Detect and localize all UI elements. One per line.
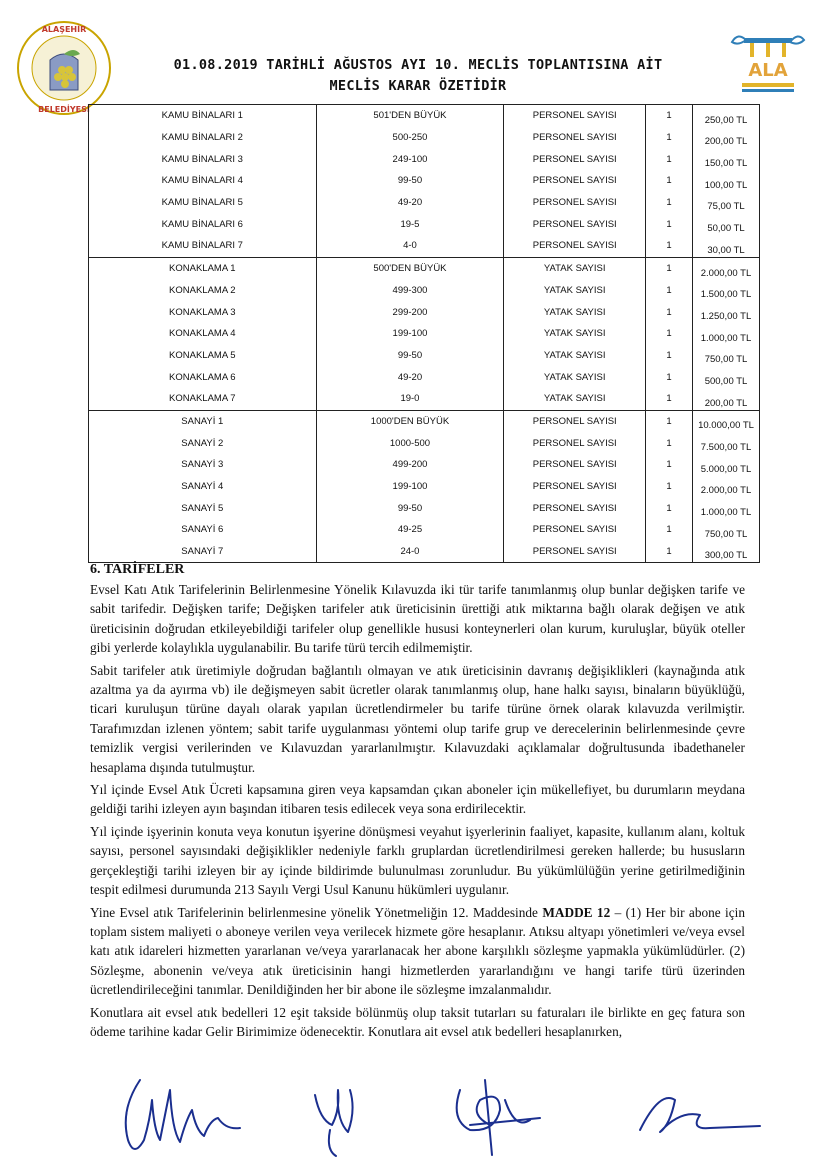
- paragraph-text: – (1) Her bir abone için toplam sistem maliyeti o aboneye verilen veya verilecek hizmete göre hesaplanır. Atıksu altyapı yönetimleri ve/veya evsel katı atık idareleri hizmetten yararlanan ve/veya yararlanacak her abone karşılıklı sözleşme yapmakla yükümlüdürler. (2) Sözleşme, abonenin ve/veya atık üreticisinin hangi hizmetlerden yararlandığını ve hangi tarife türü üzerinden ücretlendirileceğini tanımlar. Denildiğinden her bir abone ile sözleşme imzalanmalıdır.: [90, 904, 745, 998]
- tariff-row: [89, 192, 760, 214]
- range-cell: 99-50: [316, 345, 504, 367]
- range-cell: 249-100: [316, 148, 504, 170]
- tariff-row: [89, 541, 760, 563]
- category-cell: KAMU BİNALARI 6: [89, 213, 317, 235]
- price-cell: 5.000,00 TL: [693, 454, 760, 476]
- price-cell: 150,00 TL: [693, 148, 760, 170]
- price-cell: 750,00 TL: [693, 519, 760, 541]
- category-cell: KAMU BİNALARI 5: [89, 192, 317, 214]
- range-cell: 24-0: [316, 541, 504, 563]
- range-cell: 1000-500: [316, 432, 504, 454]
- signatures: [100, 1070, 800, 1165]
- price-cell: 2.000,00 TL: [693, 257, 760, 279]
- range-cell: 499-200: [316, 454, 504, 476]
- price-cell: 2.000,00 TL: [693, 476, 760, 498]
- category-cell: SANAYİ 6: [89, 519, 317, 541]
- coefficient-cell: 1: [646, 366, 693, 388]
- paragraph: Yıl içinde işyerinin konuta veya konutun işyerine dönüşmesi veyahut işyerlerinin faaliyet, kapasite, kullanım alanı, koltuk sayısı, personel sayısındaki değişiklikler nedeniyle farklı gruplardan ücretlendirilmesi gereken hallerde; bu hususların gerçekleştiği tarihi izleyen bir ay içinde bildirimde bulunulması zorunludur. Bu yükümlülüğün yerine getirilmediğinin tespit edilmesi durumunda 213 Sayılı Vergi Usul Kanunu hükümleri uygulanır.: [90, 823, 745, 898]
- coefficient-cell: 1: [646, 345, 693, 367]
- tariff-row: [89, 257, 760, 279]
- tariff-row: [89, 323, 760, 345]
- unit-type-cell: PERSONEL SAYISI: [504, 213, 646, 235]
- coefficient-cell: 1: [646, 127, 693, 149]
- coefficient-cell: 1: [646, 170, 693, 192]
- municipality-seal-logo: [14, 18, 114, 118]
- signature-1: [126, 1080, 240, 1149]
- price-cell: 100,00 TL: [693, 170, 760, 192]
- unit-type-cell: PERSONEL SAYISI: [504, 148, 646, 170]
- coefficient-cell: 1: [646, 541, 693, 563]
- range-cell: 19-5: [316, 213, 504, 235]
- coefficient-cell: 1: [646, 105, 693, 127]
- price-cell: 1.000,00 TL: [693, 323, 760, 345]
- category-cell: SANAYİ 2: [89, 432, 317, 454]
- price-cell: 30,00 TL: [693, 235, 760, 257]
- category-cell: KAMU BİNALARI 1: [89, 105, 317, 127]
- price-cell: 1.500,00 TL: [693, 280, 760, 302]
- range-cell: 199-100: [316, 323, 504, 345]
- tariff-row: [89, 519, 760, 541]
- unit-type-cell: PERSONEL SAYISI: [504, 497, 646, 519]
- coefficient-cell: 1: [646, 410, 693, 432]
- category-cell: KAMU BİNALARI 2: [89, 127, 317, 149]
- tariff-row: [89, 388, 760, 410]
- price-cell: 500,00 TL: [693, 366, 760, 388]
- range-cell: 49-25: [316, 519, 504, 541]
- range-cell: 4-0: [316, 235, 504, 257]
- price-cell: 200,00 TL: [693, 127, 760, 149]
- price-cell: 10.000,00 TL: [693, 410, 760, 432]
- paragraph: Evsel Katı Atık Tarifelerinin Belirlenmesine Yönelik Kılavuzda iki tür tarife tanımlanmış olup bunlar değişken tarife ve sabit tarifedir. Değişken tarife; Değişken tarifeler atık üreticisinin ürettiği atık miktarına bağlı olarak değişen ve atık üreticisinin doğrudan etkileyebildiği tarifeler olup genellikle hususi konteynerleri olan kurum, kuruluşlar, büyük oteller gibi yerlerde kolaylıkla uygulanabilir. Bu tarife türü tercih edilmemiştir.: [90, 582, 745, 656]
- paragraph-madde-12: [90, 903, 745, 1000]
- range-cell: 500'DEN BÜYÜK: [316, 257, 504, 279]
- svg-text:ALA: ALA: [748, 60, 788, 81]
- unit-type-cell: YATAK SAYISI: [504, 323, 646, 345]
- tariff-row: [89, 410, 760, 432]
- price-cell: 250,00 TL: [693, 105, 760, 127]
- category-cell: KONAKLAMA 7: [89, 388, 317, 410]
- unit-type-cell: PERSONEL SAYISI: [504, 410, 646, 432]
- category-cell: SANAYİ 5: [89, 497, 317, 519]
- unit-type-cell: YATAK SAYISI: [504, 388, 646, 410]
- paragraph-text: Yine Evsel atık Tarifelerinin belirlenmesine yönelik Yönetmeliğin 12. Maddesinde: [90, 904, 543, 920]
- category-cell: KONAKLAMA 5: [89, 345, 317, 367]
- price-cell: 200,00 TL: [693, 388, 760, 410]
- coefficient-cell: 1: [646, 476, 693, 498]
- tariff-row: [89, 170, 760, 192]
- body-text: [90, 580, 745, 1044]
- unit-type-cell: PERSONEL SAYISI: [504, 127, 646, 149]
- madde-12-bold: MADDE 12: [542, 904, 611, 920]
- tariff-row: [89, 476, 760, 498]
- range-cell: 49-20: [316, 192, 504, 214]
- unit-type-cell: YATAK SAYISI: [504, 345, 646, 367]
- unit-type-cell: PERSONEL SAYISI: [504, 170, 646, 192]
- coefficient-cell: 1: [646, 432, 693, 454]
- tariff-table: [88, 104, 760, 563]
- category-cell: KONAKLAMA 4: [89, 323, 317, 345]
- range-cell: 499-300: [316, 280, 504, 302]
- range-cell: 500-250: [316, 127, 504, 149]
- unit-type-cell: PERSONEL SAYISI: [504, 235, 646, 257]
- coefficient-cell: 1: [646, 192, 693, 214]
- range-cell: 99-50: [316, 497, 504, 519]
- unit-type-cell: YATAK SAYISI: [504, 301, 646, 323]
- tariff-row: [89, 432, 760, 454]
- coefficient-cell: 1: [646, 235, 693, 257]
- unit-type-cell: YATAK SAYISI: [504, 280, 646, 302]
- document-header: [118, 55, 718, 97]
- category-cell: SANAYİ 3: [89, 454, 317, 476]
- coefficient-cell: 1: [646, 280, 693, 302]
- svg-text:ALAŞEHİR: ALAŞEHİR: [41, 25, 87, 34]
- paragraph: Yıl içinde Evsel Atık Ücreti kapsamına giren veya kapsamdan çıkan aboneler için mükellefiyet, bu durumların meydana geldiği tarihi izleyen ayın başından itibaren tesis edilecek veya sona erdirilecektir.: [90, 782, 745, 817]
- coefficient-cell: 1: [646, 323, 693, 345]
- category-cell: KAMU BİNALARI 7: [89, 235, 317, 257]
- unit-type-cell: PERSONEL SAYISI: [504, 454, 646, 476]
- category-cell: SANAYİ 4: [89, 476, 317, 498]
- header-line-1: 01.08.2019 TARİHLİ AĞUSTOS AYI 10. MECLİS TOPLANTISINA AİT: [173, 57, 663, 73]
- category-cell: KONAKLAMA 1: [89, 257, 317, 279]
- coefficient-cell: 1: [646, 497, 693, 519]
- tariff-row: [89, 213, 760, 235]
- category-cell: SANAYİ 7: [89, 541, 317, 563]
- section-title: 6. TARİFELER: [90, 562, 185, 577]
- tariff-row: [89, 148, 760, 170]
- tariff-row: [89, 454, 760, 476]
- ala-brand-logo: [728, 28, 808, 96]
- tariff-row: [89, 105, 760, 127]
- unit-type-cell: PERSONEL SAYISI: [504, 519, 646, 541]
- price-cell: 75,00 TL: [693, 192, 760, 214]
- coefficient-cell: 1: [646, 257, 693, 279]
- tariff-row: [89, 366, 760, 388]
- svg-text:BELEDİYESİ: BELEDİYESİ: [38, 105, 90, 114]
- category-cell: KAMU BİNALARI 4: [89, 170, 317, 192]
- range-cell: 199-100: [316, 476, 504, 498]
- price-cell: 750,00 TL: [693, 345, 760, 367]
- header-line-2: MECLİS KARAR ÖZETİDİR: [329, 78, 507, 94]
- category-cell: SANAYİ 1: [89, 410, 317, 432]
- price-cell: 1.000,00 TL: [693, 497, 760, 519]
- coefficient-cell: 1: [646, 519, 693, 541]
- coefficient-cell: 1: [646, 301, 693, 323]
- unit-type-cell: PERSONEL SAYISI: [504, 476, 646, 498]
- signature-2: [315, 1090, 353, 1156]
- signature-3: [457, 1080, 540, 1155]
- price-cell: 50,00 TL: [693, 213, 760, 235]
- unit-type-cell: PERSONEL SAYISI: [504, 105, 646, 127]
- category-cell: KONAKLAMA 2: [89, 280, 317, 302]
- price-cell: 7.500,00 TL: [693, 432, 760, 454]
- tariff-row: [89, 235, 760, 257]
- category-cell: KONAKLAMA 6: [89, 366, 317, 388]
- tariff-row: [89, 301, 760, 323]
- range-cell: 99-50: [316, 170, 504, 192]
- price-cell: 300,00 TL: [693, 541, 760, 563]
- coefficient-cell: 1: [646, 454, 693, 476]
- unit-type-cell: PERSONEL SAYISI: [504, 192, 646, 214]
- range-cell: 1000'DEN BÜYÜK: [316, 410, 504, 432]
- tariff-table-body: [89, 105, 760, 563]
- tariff-row: [89, 280, 760, 302]
- tariff-row: [89, 497, 760, 519]
- coefficient-cell: 1: [646, 388, 693, 410]
- range-cell: 49-20: [316, 366, 504, 388]
- price-cell: 1.250,00 TL: [693, 301, 760, 323]
- paragraph: Sabit tarifeler atık üretimiyle doğrudan bağlantılı olmayan ve atık üreticisinin davranış değişiklikleri (kaynağında atık azaltma ya da ayırma vb) ile değişmeyen sabit ücretler olarak tanımlanmış olup, hane halkı sayısı, binaların büyüklüğü, ticari kuruluşun türüne dayalı olarak yapılan ücretlendirmeler bu tarife türüne örnek olarak kılavuzda verilmiştir. Tarafımızdan izlenen yöntem; sabit tarife uygulanması yöntemi olup tarife grup ve derecelerinin belirlenmesinde çevre temizlik vergisi verilerinden ve Kılavuzdan yararlanılmıştır. Kılavuzdaki açıklamalar doğrultusunda ibadethaneler hesaplama dışında tutulmuştur.: [90, 662, 745, 775]
- range-cell: 299-200: [316, 301, 504, 323]
- tariff-row: [89, 127, 760, 149]
- range-cell: 19-0: [316, 388, 504, 410]
- range-cell: 501'DEN BÜYÜK: [316, 105, 504, 127]
- unit-type-cell: PERSONEL SAYISI: [504, 432, 646, 454]
- coefficient-cell: 1: [646, 148, 693, 170]
- unit-type-cell: PERSONEL SAYISI: [504, 541, 646, 563]
- tariff-row: [89, 345, 760, 367]
- category-cell: KAMU BİNALARI 3: [89, 148, 317, 170]
- unit-type-cell: YATAK SAYISI: [504, 366, 646, 388]
- unit-type-cell: YATAK SAYISI: [504, 257, 646, 279]
- coefficient-cell: 1: [646, 213, 693, 235]
- category-cell: KONAKLAMA 3: [89, 301, 317, 323]
- signature-4: [640, 1098, 760, 1132]
- paragraph: Konutlara ait evsel atık bedelleri 12 eşit takside bölünmüş olup taksit tutarları su faturaları ile birlikte en geç fatura son ödeme tarihine kadar Gelir Birimimize ödenecektir. Konutlara ait evsel atık bedelleri hesaplanırken,: [90, 1004, 745, 1039]
